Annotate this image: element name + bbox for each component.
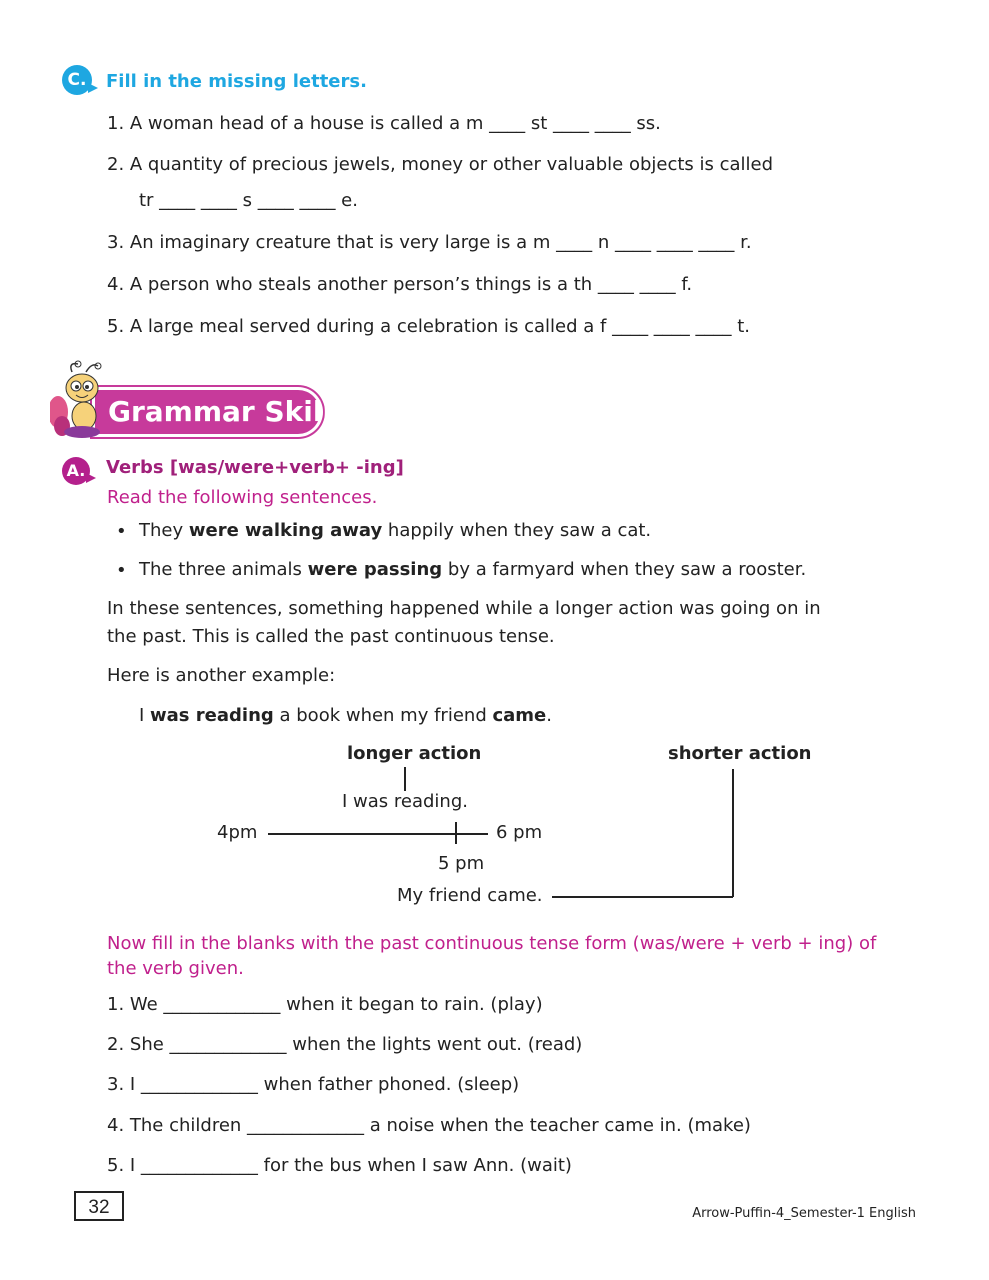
book-title: Arrow-Puffin-4_Semester-1 English	[692, 1206, 916, 1221]
section-c-heading: Fill in the missing letters.	[106, 71, 367, 92]
reading-label: I was reading.	[342, 791, 468, 812]
section-c-badge: C.	[62, 65, 92, 95]
bullet-2-dot: •	[116, 560, 127, 581]
bullet-2: The three animals were passing by a farmyard when they saw a rooster.	[139, 559, 807, 580]
fill-item-5: 5. A large meal served during a celebration is called a f ____ ____ ____ t.	[107, 316, 751, 337]
example-sentence: I was reading a book when my friend came.	[139, 705, 552, 726]
exercise-item-5: 5. I _____________ for the bus when I saw Ann. (wait)	[107, 1155, 572, 1176]
fill-item-2: 2. A quantity of precious jewels, money or other valuable objects is called	[107, 154, 774, 175]
shorter-connector-v	[732, 769, 734, 897]
exercise-item-1: 1. We _____________ when it began to rain. (play)	[107, 994, 543, 1015]
exercise-item-4: 4. The children _____________ a noise when the teacher came in. (make)	[107, 1115, 751, 1136]
fill-item-3: 3. An imaginary creature that is very large is a m ____ n ____ ____ ____ r.	[107, 232, 752, 253]
fill-item-4: 4. A person who steals another person’s things is a th ____ ____ f.	[107, 274, 693, 295]
explanation-line-1: In these sentences, something happened while a longer action was going on in	[107, 598, 821, 619]
longer-action-label: longer action	[347, 743, 482, 764]
exercise-instruction-2: the verb given.	[107, 958, 244, 979]
page-number: 32	[74, 1191, 124, 1221]
shorter-action-label: shorter action	[668, 743, 812, 764]
fill-item-1: 1. A woman head of a house is called a m ____ st ____ ____ ss.	[107, 113, 661, 134]
longer-connector	[404, 767, 406, 791]
exercise-item-3: 3. I _____________ when father phoned. (sleep)	[107, 1074, 520, 1095]
timeline-tick	[455, 822, 457, 844]
start-time: 4pm	[217, 822, 258, 843]
end-time: 6 pm	[496, 822, 543, 843]
read-instruction: Read the following sentences.	[107, 487, 378, 508]
section-a-heading: Verbs [was/were+verb+ -ing]	[106, 457, 404, 478]
bullet-1: They were walking away happily when they saw a cat.	[139, 520, 652, 541]
shorter-connector-h	[552, 896, 733, 898]
fill-item-2-cont: tr ____ ____ s ____ ____ e.	[139, 190, 358, 211]
mid-time: 5 pm	[438, 853, 485, 874]
grammar-title: Grammar Skills	[108, 395, 349, 428]
explanation-line-2: the past. This is called the past continuous tense.	[107, 626, 555, 647]
another-example: Here is another example:	[107, 665, 336, 686]
exercise-instruction-1: Now fill in the blanks with the past continuous tense form (was/were + verb + ing) of	[107, 933, 877, 954]
bullet-1-dot: •	[116, 521, 127, 542]
section-a-badge: A.	[62, 457, 90, 485]
came-label: My friend came.	[397, 885, 543, 906]
exercise-item-2: 2. She _____________ when the lights went out. (read)	[107, 1034, 583, 1055]
